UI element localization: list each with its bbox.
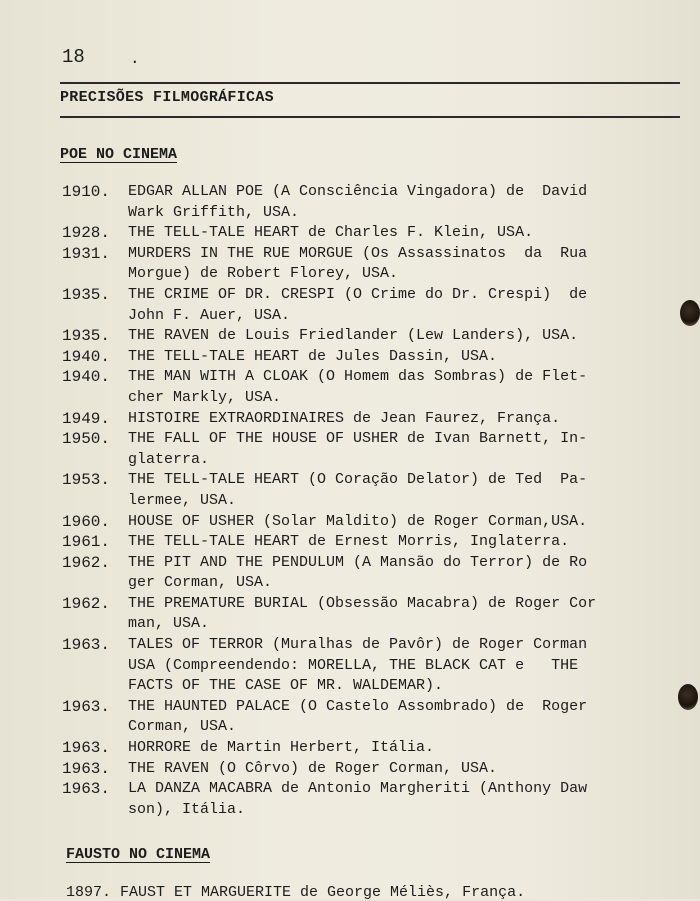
entry-year: 1963. (62, 759, 111, 778)
entry-text: THE PIT AND THE PENDULUM (A Mansão do Terror) de Ro ger Corman, USA. (128, 553, 588, 592)
filmography-entry (62, 697, 682, 738)
punch-hole (678, 684, 698, 710)
entry-text: THE FALL OF THE HOUSE OF USHER de Ivan Barnett, In- glaterra. (128, 430, 588, 468)
filmography-entry (62, 367, 682, 408)
entry-text: EDGAR ALLAN POE (A Consciência Vingadora) de David Wark Griffith, USA. (128, 183, 588, 221)
filmography-entry (62, 470, 682, 511)
entry-text: LA DANZA MACABRA de Antonio Margheriti (Anthony Daw son), Itália. (128, 780, 588, 818)
entry-text: THE PREMATURE BURIAL (Obsessão Macabra) de Roger Cor man, USA. (128, 594, 597, 633)
filmography-entry (62, 738, 682, 759)
filmography-entry (62, 347, 682, 368)
fausto-heading: FAUSTO NO CINEMA (66, 846, 211, 863)
entry-text: MURDERS IN THE RUE MORGUE (Os Assassinatos da Rua Morgue) de Robert Florey, USA. (128, 244, 588, 283)
entry-text: THE TELL-TALE HEART de Jules Dassin, USA. (128, 347, 498, 365)
filmography-entry (62, 244, 682, 285)
filmography-entry (62, 409, 682, 430)
entry-text: HISTOIRE EXTRAORDINAIRES de Jean Faurez, França. (128, 409, 561, 427)
entry-year: 1960. (62, 512, 111, 531)
entry-text: THE CRIME OF DR. CRESPI (O Crime do Dr. Crespi) de John F. Auer, USA. (128, 285, 588, 324)
entry-text: THE MAN WITH A CLOAK (O Homem das Sombras) de Flet- cher Markly, USA. (128, 368, 588, 406)
filmography-entry (62, 512, 682, 533)
filmography-entry (62, 223, 682, 244)
filmography-entry (62, 759, 682, 780)
punch-hole (680, 300, 700, 326)
entry-year: 1931. (62, 244, 111, 263)
entry-year: 1963. (62, 780, 111, 799)
entry-text: THE TELL-TALE HEART de Ernest Morris, Inglaterra. (128, 533, 570, 551)
top-rule (60, 82, 680, 84)
entry-text: THE RAVEN de Louis Friedlander (Lew Landers), USA. (128, 327, 579, 345)
bottom-rule (60, 116, 680, 118)
entry-year: 1928. (62, 224, 111, 243)
entry-year: 1940. (62, 347, 111, 366)
filmography-entry (62, 635, 682, 697)
entry-year: 1953. (62, 471, 111, 490)
filmography-entry (62, 594, 682, 635)
entry-year: 1940. (62, 368, 111, 387)
partial-entry-line: 1897. FAUST ET MARGUERITE de George Méliès, França. (66, 884, 526, 901)
filmography-entry (62, 429, 682, 470)
entry-text: TALES OF TERROR (Muralhas de Pavôr) de Roger Corman USA (Compreendendo: MORELLA, THE BLACK CAT e THE FACTS OF THE CASE OF MR. WALDEMAR). (128, 636, 588, 695)
entry-text: THE TELL-TALE HEART de Charles F. Klein, USA. (128, 224, 534, 242)
entry-year: 1949. (62, 409, 111, 428)
page-number: 18 (62, 46, 85, 68)
entry-text: THE RAVEN (O Côrvo) de Roger Corman, USA. (128, 759, 498, 777)
entry-year: 1962. (62, 553, 111, 572)
page-dot: . (130, 50, 140, 68)
entry-year: 1963. (62, 739, 111, 758)
entry-year: 1961. (62, 533, 111, 552)
entry-year: 1963. (62, 697, 111, 716)
filmography-list (62, 182, 682, 820)
section-title: PRECISÕES FILMOGRÁFICAS (60, 89, 274, 106)
entry-year: 1935. (62, 285, 111, 304)
entry-text: THE TELL-TALE HEART (O Coração Delator) de Ted Pa- lermee, USA. (128, 471, 588, 509)
filmography-entry (62, 553, 682, 594)
filmography-entry (62, 779, 682, 820)
poe-heading: POE NO CINEMA (60, 146, 178, 163)
filmography-entry (62, 532, 682, 553)
entry-year: 1950. (62, 430, 111, 449)
entry-year: 1935. (62, 327, 111, 346)
filmography-entry (62, 285, 682, 326)
entry-text: THE HAUNTED PALACE (O Castelo Assombrado) de Roger Corman, USA. (128, 697, 588, 736)
entry-year: 1963. (62, 636, 111, 655)
entry-text: HORRORE de Martin Herbert, Itália. (128, 739, 435, 757)
entry-year: 1910. (62, 183, 111, 201)
filmography-entry (62, 182, 682, 223)
entry-year: 1962. (62, 594, 111, 613)
filmography-entry (62, 326, 682, 347)
entry-text: HOUSE OF USHER (Solar Maldito) de Roger Corman,USA. (128, 512, 588, 530)
